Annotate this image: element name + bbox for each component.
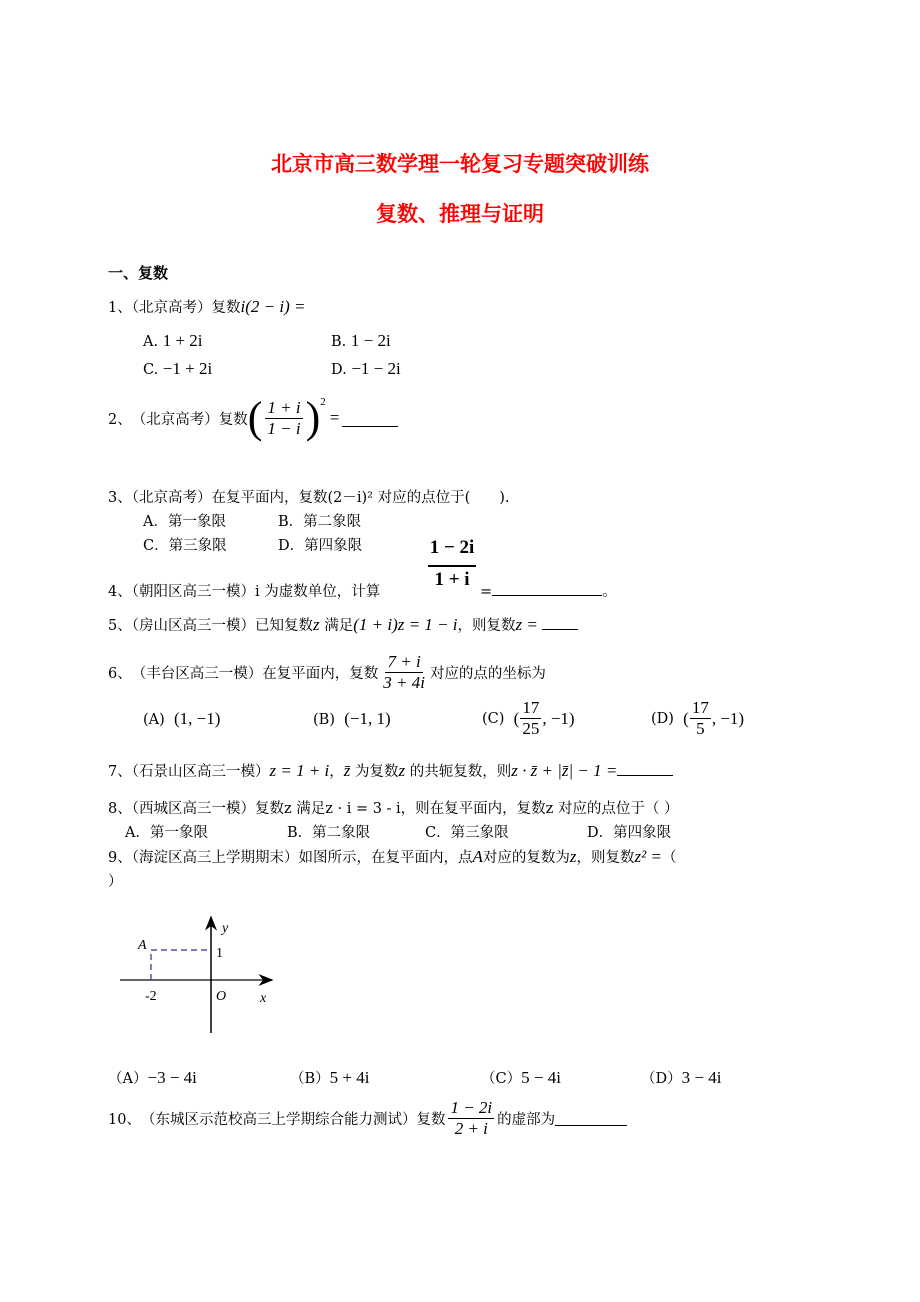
section-heading: 一、复数	[108, 264, 169, 282]
option-c: C．第三象限	[143, 538, 227, 554]
question-9: 9、（海淀区高三上学期期末）如图所示，在复平面内，点A对应的复数为z，则复数z² =（	[108, 847, 677, 866]
fraction: $\frac{7 + i}{3 + 4i}$	[383, 652, 425, 692]
question-1: 1、（北京高考）复数i(2 − i) =	[108, 297, 306, 316]
fraction: $\frac{1 - 2i}{2 + i}$	[450, 1098, 493, 1138]
y-tick-label: 1	[216, 946, 223, 961]
option-c: C．第三象限	[425, 825, 509, 841]
point-a-label: A	[138, 938, 147, 953]
option-d: (D) ( $\frac{17}{5}$ , −1)	[651, 698, 745, 738]
question-6: 6、 （丰台区高三一模） 在复平面内，复数 $\frac{7 + i}{3 + 4i}$ 对应的点的坐标为	[108, 652, 546, 692]
question-source: （北京高考）	[131, 300, 212, 316]
option-c: (C) ( $\frac{17}{25}$ , −1)	[482, 698, 575, 738]
question-8: 8、（西城区高三一模）复数z 满足z · i = 3 - i，则在复平面内，复数z 对应的点位于（ ）	[108, 801, 679, 817]
math-expression: i(2 − i) =	[240, 297, 306, 316]
complex-plane-diagram	[110, 905, 290, 1040]
question-source: （西城区高三一模）	[131, 801, 255, 817]
option-d: D．第四象限	[587, 825, 672, 841]
fraction-numerator: 1 − 2i	[429, 537, 475, 558]
question-source: （东城区示范校高三上学期综合能力测试）	[140, 1112, 417, 1128]
answer-blank[interactable]	[342, 410, 398, 427]
question-source: （石景山区高三一模）	[131, 764, 270, 780]
answer-blank[interactable]	[617, 761, 673, 776]
option-a: （A）−3 − 4i	[108, 1068, 197, 1087]
option-b: B．第二象限	[278, 514, 362, 530]
option-a: (A) (1, −1)	[143, 709, 221, 728]
question-7: 7、（石景山区高三一模）z = 1 + i，z̄ 为复数z 的共轭复数，则z · z̄ + |z̄| − 1 =	[108, 760, 673, 781]
question-5: 5、（房山区高三一模）已知复数z 满足(1 + i)z = 1 − i，则复数z =	[108, 614, 578, 635]
question-source: （北京高考）	[131, 490, 212, 506]
option-a: A．第一象限	[125, 825, 208, 841]
question-10: 10、 （东城区示范校高三上学期综合能力测试） 复数 $\frac{1 - 2i}{2 + i}$ 的虚部为	[108, 1098, 627, 1139]
question-2: 2、 （北京高考） 复数 ( $\frac{1 + i}{1 - i}$ ) $^2$ =	[108, 396, 398, 440]
page-subtitle: 复数、推理与证明	[376, 201, 544, 226]
option-c: （C）5 − 4i	[481, 1068, 561, 1087]
option-c: C. −1 + 2i	[143, 359, 213, 378]
fraction-denominator: 1 + i	[434, 569, 470, 590]
x-tick-label: -2	[145, 989, 157, 1004]
answer-blank[interactable]	[555, 1111, 627, 1126]
question-source: （海淀区高三上学期期末）	[131, 850, 299, 866]
option-b: B. 1 − 2i	[331, 331, 391, 350]
answer-blank[interactable]	[542, 615, 578, 630]
page-title: 北京市高三数学理一轮复习专题突破训练	[271, 151, 649, 176]
question-number: 1、	[108, 300, 132, 316]
option-a: A．第一象限	[143, 514, 226, 530]
question-number: 2、	[108, 411, 132, 428]
x-axis-label: x	[260, 991, 267, 1006]
dashed-guide	[151, 950, 211, 980]
question-4: 4、（朝阳区高三一模）i 为虚数单位，计算	[108, 584, 381, 600]
option-b: (B) (−1, 1)	[313, 709, 391, 728]
option-d: （D）3 − 4i	[641, 1068, 722, 1087]
question-source: （房山区高三一模）	[131, 618, 255, 634]
option-d: D. −1 − 2i	[331, 359, 401, 378]
question-source: （丰台区高三一模）	[131, 666, 263, 682]
y-axis-label: y	[222, 921, 229, 936]
origin-label: O	[216, 989, 227, 1004]
answer-blank[interactable]	[492, 581, 602, 596]
question-3: 3、（北京高考）在复平面内，复数(2－i)² 对应的点位于( ).	[108, 490, 510, 506]
option-b: B．第二象限	[287, 825, 371, 841]
question-source: （朝阳区高三一模）	[131, 584, 255, 600]
option-d: D．第四象限	[278, 538, 363, 554]
option-b: （B）5 + 4i	[290, 1068, 370, 1087]
fraction: $\frac{1 + i}{1 - i}$	[267, 397, 301, 438]
fraction-bar	[428, 565, 476, 567]
option-a: A. 1 + 2i	[143, 331, 203, 350]
question-source: （北京高考）	[131, 411, 219, 428]
